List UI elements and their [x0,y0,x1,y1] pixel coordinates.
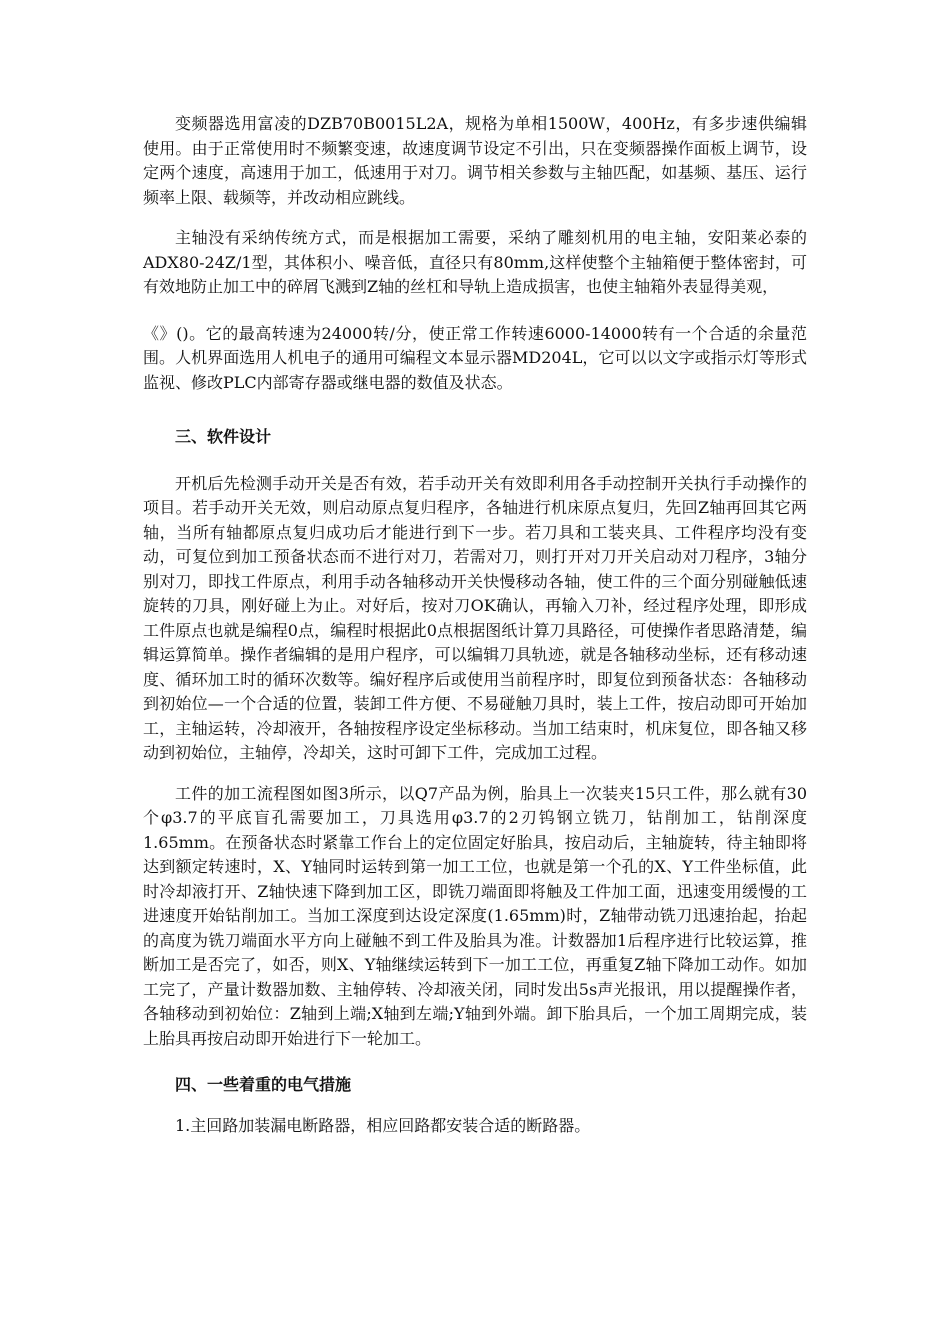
paragraph-startup-procedure: 开机后先检测手动开关是否有效，若手动开关有效即利用各手动控制开关执行手动操作的项目。若手动开关无效，则启动原点复归程序，各轴进行机床原点复归，先回Z轴再回其它两轴，当所有轴都原点复归成功后才能进行到下一步。若刀具和工装夹具、工件程序均没有变动，可复位到加工预备状态而不进行对刀，若需对刀，则打开对刀开关启动对刀程序，3轴分别对刀，即找工件原点，利用手动各轴移动开关快慢移动各轴，使工件的三个面分别碰触低速旋转的刀具，刚好碰上为止。对好后，按对刀OK确认，再输入刀补，经过程序处理，即形成工件原点也就是编程0点，编程时根据此0点根据图纸计算刀具路径，可使操作者思路清楚，编辑运算简单。操作者编辑的是用户程序，可以编辑刀具轨迹，就是各轴移动坐标，还有移动速度、循环加工时的循环次数等。编好程序后或使用当前程序时，即复位到预备状态：各轴移动到初始位—一个合适的位置，装卸工件方便、不易碰触刀具时，装上工件，按启动即可开始加工，主轴运转，冷却液开，各轴按程序设定坐标移动。当加工结束时，机床复位，即各轴又移动到初始位，主轴停，冷却关，这时可卸下工件，完成加工过程。 [143,473,807,762]
section-heading-electrical-measures: 四、一些着重的电气措施 [175,1075,352,1094]
section-heading-software-design: 三、软件设计 [175,427,272,446]
paragraph-machining-flow: 工件的加工流程图如图3所示，以Q7产品为例，胎具上一次装夹15只工件，那么就有30个φ3.7的平底盲孔需要加工，刀具选用φ3.7的2刃钨钢立铣刀，钻削加工，钻削深度1.65mm。在预备状态时紧靠工作台上的定位固定好胎具，按启动后，主轴旋转，待主轴即将达到额定转速时，X、Y轴同时运转到第一加工工位，也就是第一个孔的X、Y工件坐标值，此时冷却液打开、Z轴快速下降到加工区，即铣刀端面即将触及工件加工面，迅速变用缓慢的工进速度开始钻削加工。当加工深度到达设定深度(1.65mm)时，Z轴带动铣刀迅速抬起，抬起的高度为铣刀端面水平方向上碰触不到工件及胎具为准。计数器加1后程序进行比较运算，推断加工是否完了，如否，则X、Y轴继续运转到下一加工工位，再重复Z轴下降加工动作。如加工完了，产量计数器加数、主轴停转、冷却液关闭，同时发出5s声光报讯，用以提醒操作者，各轴移动到初始位：Z轴到上端;X轴到左端;Y轴到外端。卸下胎具后，一个加工周期完成，装上胎具再按启动即开始进行下一轮加工。 [143,783,807,1048]
paragraph-gap [143,300,807,322]
paragraph-inverter: 变频器选用富凌的DZB70B0015L2A，规格为单相1500W，400Hz，有多步速供编辑使用。由于正常使用时不频繁变速，故速度调节设定不引出，只在变频器操作面板上调节，设定两个速度，高速用于加工，低速用于对刀。调节相关参数与主轴匹配，如基频、基压、运行频率上限、载频等，并改动相应跳线。 [143,114,807,207]
paragraph-spindle: 主轴没有采纳传统方式，而是根据加工需要，采纳了雕刻机用的电主轴，安阳莱必泰的ADX80-24Z/1型，其体积小、噪音低，直径只有80mm,这样使整个主轴箱便于整体密封，可有效地防止加工中的碎屑飞溅到Z轴的丝杠和导轨上造成损害，也使主轴箱外表显得美观， [143,228,807,296]
paragraph-gap [143,1051,807,1073]
document-body [143,112,807,1138]
paragraph-gap [143,210,807,226]
paragraph-gap [143,1098,807,1114]
paragraph-gap [143,766,807,782]
paragraph-gap [143,395,807,425]
paragraph-circuit-breaker: 1.主回路加装漏电断路器，相应回路都安装合适的断路器。 [175,1115,591,1135]
paragraph-gap [143,450,807,472]
paragraph-speed-hmi: 《》()。它的最高转速为24000转/分，使正常工作转速6000-14000转有一个合适的余量范围。人机界面选用人机电子的通用可编程文本显示器MD204L，它可以以文字或指示灯等形式监视、修改PLC内部寄存器或继电器的数值及状态。 [143,323,807,392]
